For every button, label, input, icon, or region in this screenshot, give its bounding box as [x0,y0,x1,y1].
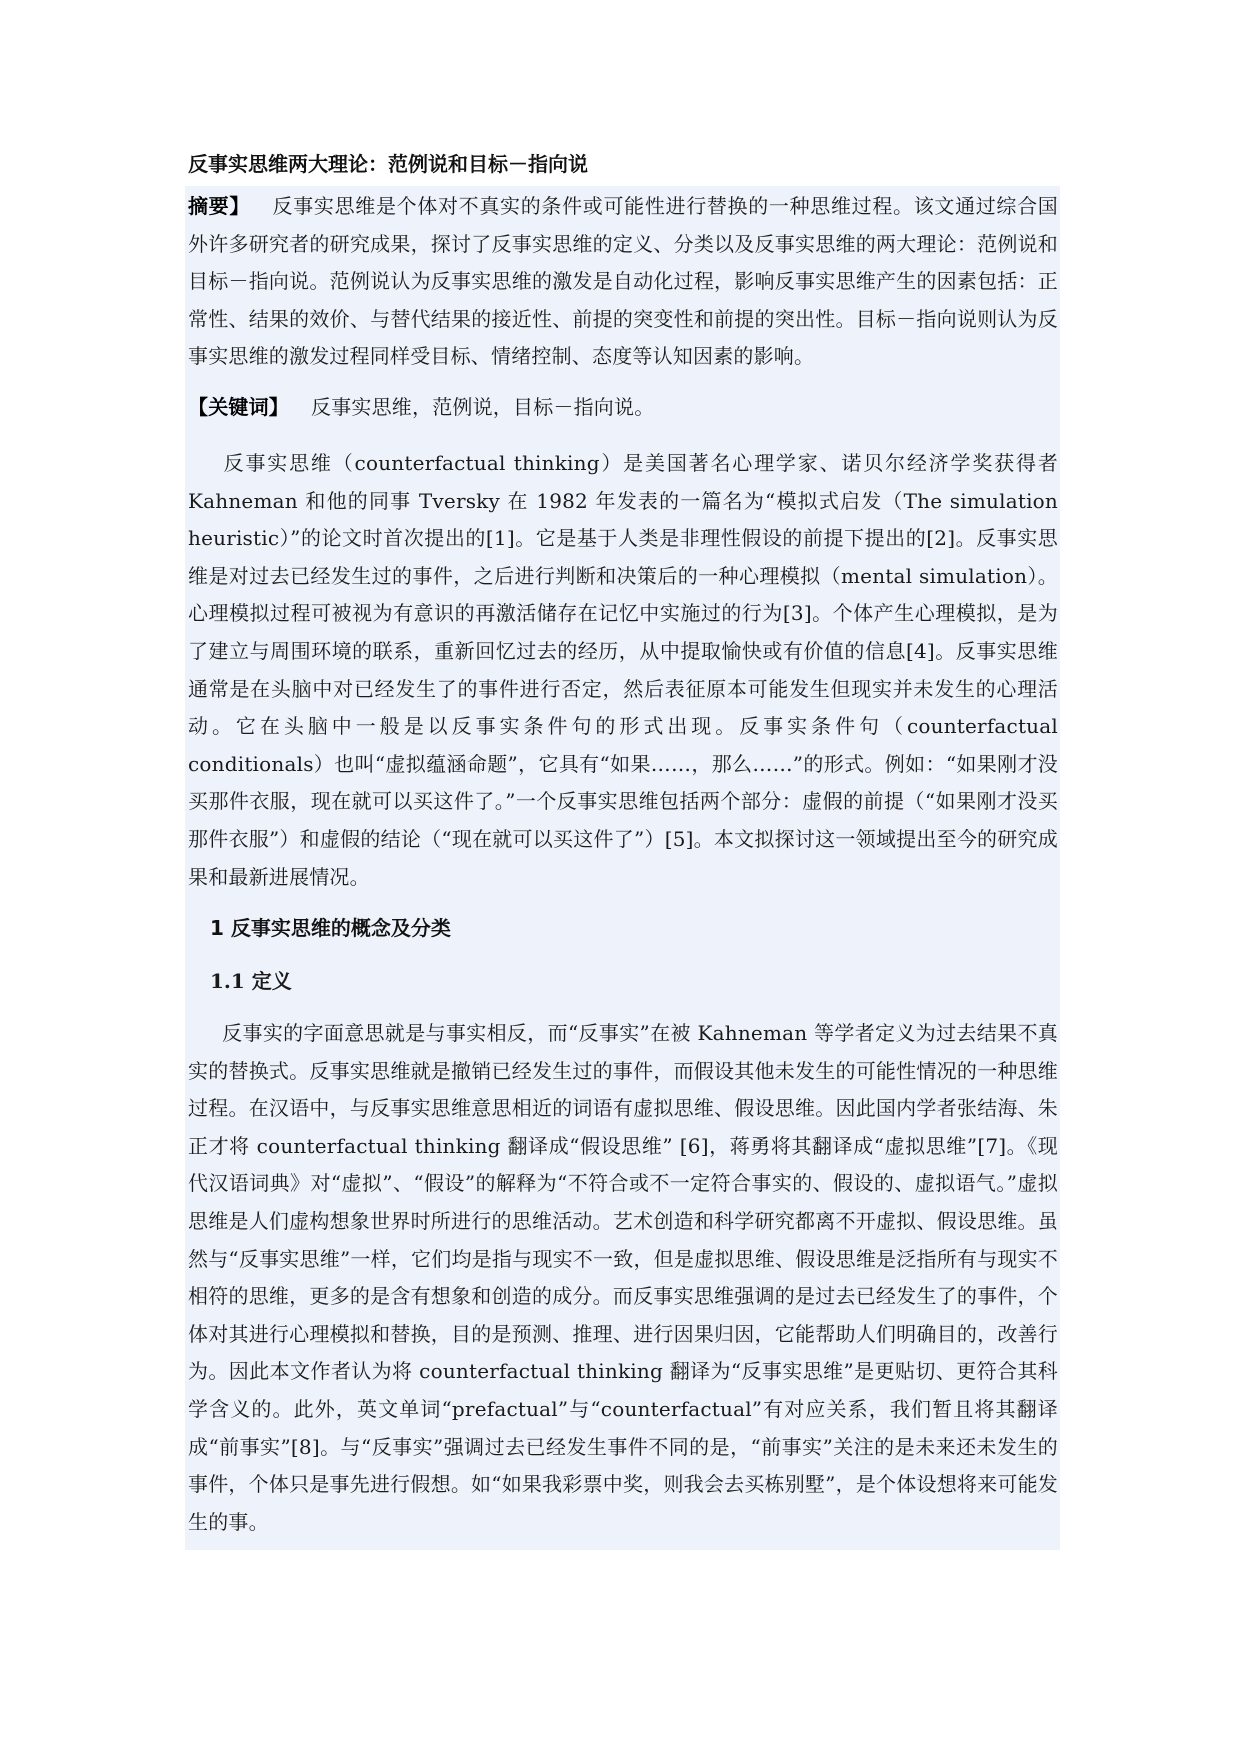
section-heading: 1 反事实思维的概念及分类 [210,916,451,940]
abstract-label: 摘要】 [188,194,251,218]
keywords-label: 【关键词】 [188,395,289,419]
subsection-heading: 1.1 定义 [210,969,292,993]
intro-text: 反事实思维（counterfactual thinking）是美国著名心理学家、诺贝尔经济学奖获得者Kahneman 和他的同事 Tversky 在 1982 年发表的一篇名为“模拟式启发（The simulation heuristic）”的论文时首次提出的[1]。它是基于人类是非理性假设的前提下提出的[2]。反事实思维是对过去已经发生过的事件，之后进行判断和决策后的一种心理模拟（mental simulation）。心理模拟过程可被视为有意识的再激活储存在记忆中实施过的行为[3]。个体产生心理模拟，是为了建立与周围环境的联系，重新回忆过去的经历，从中提取愉快或有价值的信息[4]。反事实思维通常是在头脑中对已经发生了的事件进行否定，然后表征原本可能发生但现实并未发生的心理活动。它在头脑中一般是以反事实条件句的形式出现。反事实条件句（counterfactual conditionals）也叫“虚拟蕴涵命题”，它具有“如果……，那么……”的形式。例如：“如果刚才没买那件衣服，现在就可以买这件了。”一个反事实思维包括两个部分：虚假的前提（“如果刚才没买那件衣服”）和虚假的结论（“现在就可以买这件了”）[5]。本文拟探讨这一领域提出至今的研究成果和最新进展情况。 [188,451,1058,889]
keywords-text: 反事实思维，范例说，目标－指向说。 [311,395,655,419]
definition-text: 反事实的字面意思就是与事实相反，而“反事实”在被 Kahneman 等学者定义为过去结果不真实的替换式。反事实思维就是撤销已经发生过的事件，而假设其他未发生的可能性情况的一种思维过程。在汉语中，与反事实思维意思相近的词语有虚拟思维、假设思维。因此国内学者张结海、朱正才将 counterfactual thinking 翻译成“假设思维” [6]，蒋勇将其翻译成“虚拟思维”[7]。《现代汉语词典》对“虚拟”、“假设”的解释为“不符合或不一定符合事实的、假设的、虚拟语气。”虚拟思维是人们虚构想象世界时所进行的思维活动。艺术创造和科学研究都离不开虚拟、假设思维。虽然与“反事实思维”一样，它们均是指与现实不一致，但是虚拟思维、假设思维是泛指所有与现实不相符的思维，更多的是含有想象和创造的成分。而反事实思维强调的是过去已经发生了的事件，个体对其进行心理模拟和替换，目的是预测、推理、进行因果归因，它能帮助人们明确目的，改善行为。因此本文作者认为将 counterfactual thinking 翻译为“反事实思维”是更贴切、更符合其科学含义的。此外，英文单词“prefactual”与“counterfactual”有对应关系，我们暂且将其翻译成“前事实”[8]。与“反事实”强调过去已经发生事件不同的是，“前事实”关注的是未来还未发生的事件，个体只是事先进行假想。如“如果我彩票中奖，则我会去买栋别墅”，是个体设想将来可能发生的事。 [188,1021,1058,1534]
intro-paragraph [188,445,1058,896]
article-title: 反事实思维两大理论：范例说和目标－指向说 [188,152,588,176]
keywords-paragraph [188,389,1058,425]
abstract-paragraph [188,188,1058,376]
definition-paragraph [188,1015,1058,1541]
abstract-text: 反事实思维是个体对不真实的条件或可能性进行替换的一种思维过程。该文通过综合国外许多研究者的研究成果，探讨了反事实思维的定义、分类以及反事实思维的两大理论：范例说和目标－指向说。范例说认为反事实思维的激发是自动化过程，影响反事实思维产生的因素包括：正常性、结果的效价、与替代结果的接近性、前提的突变性和前提的突出性。目标－指向说则认为反事实思维的激发过程同样受目标、情绪控制、态度等认知因素的影响。 [188,194,1058,369]
